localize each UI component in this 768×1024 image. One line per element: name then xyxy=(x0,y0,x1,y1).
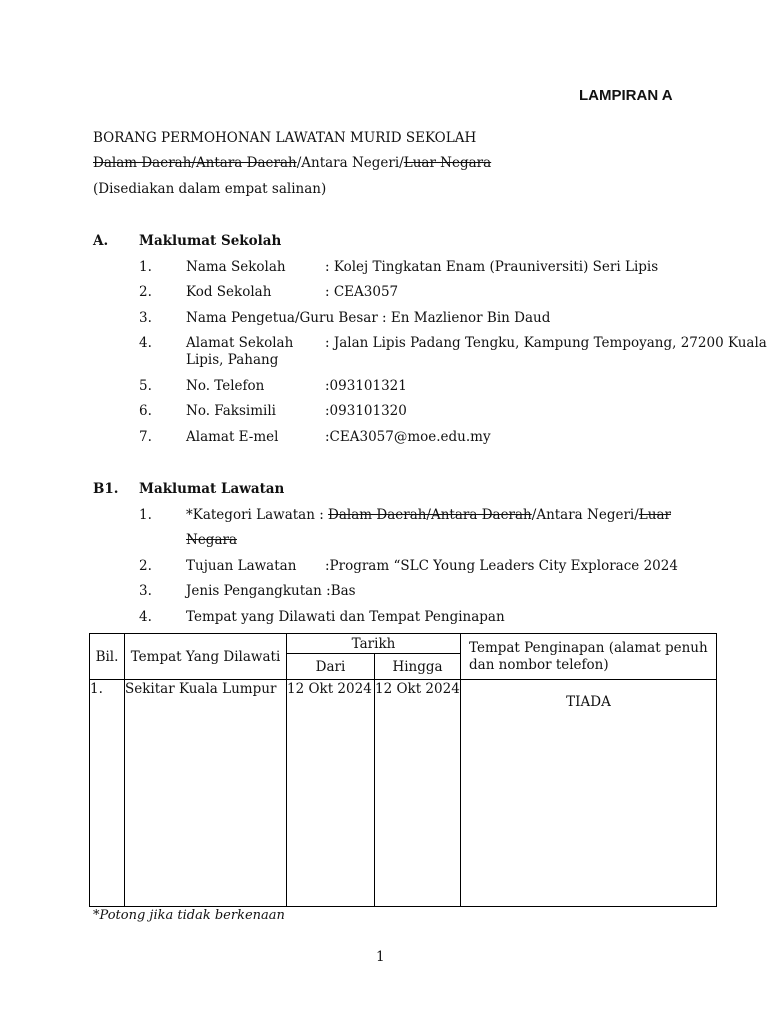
b1-category-selected: /Antara Negeri/ xyxy=(531,507,639,523)
a-item-num: 1. xyxy=(139,259,152,275)
category-struck-2: Luar Negara xyxy=(403,155,492,171)
b1-item-label: Jenis Pengangkutan :Bas xyxy=(186,583,356,599)
a-item-label: Nama Sekolah xyxy=(186,259,286,275)
footnote: *Potong jika tidak berkenaan xyxy=(93,908,285,923)
header-tempat: Tempat Yang Dilawati xyxy=(125,634,287,680)
header-dari: Dari xyxy=(287,654,375,680)
section-a-number: A. xyxy=(93,233,109,249)
section-a-heading: Maklumat Sekolah xyxy=(139,233,282,249)
a-item-num: 6. xyxy=(139,403,152,419)
a-item-value: :093101320 xyxy=(325,403,407,419)
cell-hingga: 12 Okt 2024 xyxy=(375,680,461,907)
a-item-num: 3. xyxy=(139,310,152,326)
lampiran-label: LAMPIRAN A xyxy=(579,87,673,104)
header-hingga: Hingga xyxy=(375,654,461,680)
a-item-label: Nama Pengetua/Guru Besar : En Mazlienor Bin Daud xyxy=(186,310,551,326)
a-item-value: : Kolej Tingkatan Enam (Prauniversiti) Seri Lipis xyxy=(325,259,659,275)
cell-tempat: Sekitar Kuala Lumpur xyxy=(125,680,287,907)
b1-category-struck-2-cont: Negara xyxy=(186,532,237,548)
b1-category-struck-2: Luar xyxy=(638,507,671,523)
a-item-label: No. Telefon xyxy=(186,378,265,394)
table-row xyxy=(90,680,717,907)
a-item-num: 2. xyxy=(139,284,152,300)
section-b1-heading: Maklumat Lawatan xyxy=(139,481,285,497)
header-penginapan: Tempat Penginapan (alamat penuh dan nombor telefon) xyxy=(461,634,717,680)
a-item-label: Alamat E-mel xyxy=(186,429,279,445)
visit-table xyxy=(89,633,717,907)
b1-category-struck-1: Dalam Daerah/Antara Daerah xyxy=(328,507,532,523)
a-item-num: 4. xyxy=(139,335,152,351)
a-item-label: Alamat Sekolah xyxy=(186,335,294,351)
cell-dari: 12 Okt 2024 xyxy=(287,680,375,907)
a-item-value: :CEA3057@moe.edu.my xyxy=(325,429,491,445)
category-selected: /Antara Negeri/ xyxy=(296,155,404,171)
b1-category-prefix: *Kategori Lawatan : xyxy=(186,507,329,523)
category-struck-1: Dalam Daerah/Antara Daerah xyxy=(93,155,297,171)
b1-visit-category xyxy=(186,507,671,523)
cell-bil: 1. xyxy=(90,680,125,907)
a-item-value: : Jalan Lipis Padang Tengku, Kampung Tempoyang, 27200 Kuala xyxy=(325,335,767,351)
a-item-value: : CEA3057 xyxy=(325,284,399,300)
b1-item-value: :Program “SLC Young Leaders City Explorace 2024 xyxy=(325,558,678,574)
b1-item-num: 3. xyxy=(139,583,152,599)
b1-item-label: Tujuan Lawatan xyxy=(186,558,297,574)
copies-note: (Disediakan dalam empat salinan) xyxy=(93,181,327,197)
b1-item-label: Tempat yang Dilawati dan Tempat Penginapan xyxy=(186,609,505,625)
a-item-label: No. Faksimili xyxy=(186,403,276,419)
page-number: 1 xyxy=(376,949,385,965)
cell-penginapan: TIADA xyxy=(461,680,717,907)
header-bil: Bil. xyxy=(90,634,125,680)
a-item-value-cont: Lipis, Pahang xyxy=(186,352,279,368)
a-item-num: 7. xyxy=(139,429,152,445)
b1-item-num: 1. xyxy=(139,507,152,523)
visit-category-line xyxy=(93,155,491,171)
section-b1-number: B1. xyxy=(93,481,119,497)
b1-item-num: 4. xyxy=(139,609,152,625)
b1-item-num: 2. xyxy=(139,558,152,574)
a-item-value: :093101321 xyxy=(325,378,407,394)
header-tarikh: Tarikh xyxy=(287,634,461,654)
a-item-num: 5. xyxy=(139,378,152,394)
a-item-label: Kod Sekolah xyxy=(186,284,272,300)
form-title: BORANG PERMOHONAN LAWATAN MURID SEKOLAH xyxy=(93,130,477,146)
